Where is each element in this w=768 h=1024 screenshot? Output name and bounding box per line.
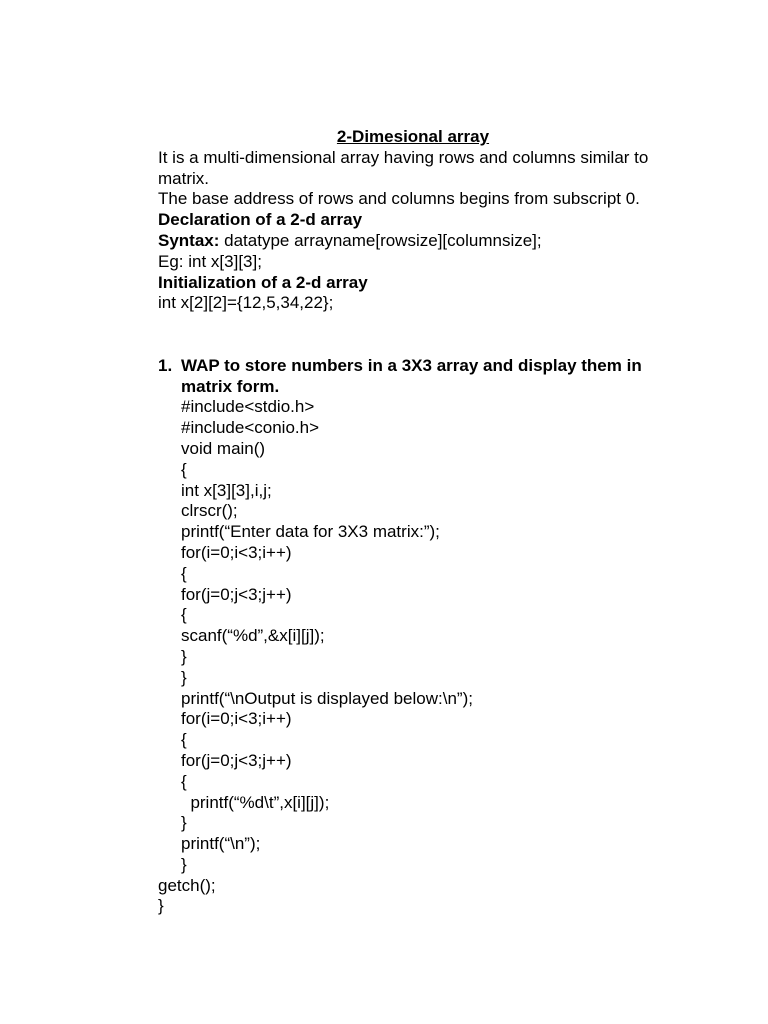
code-line-11: {	[181, 605, 187, 625]
code-line-1: #include<stdio.h>	[181, 397, 315, 417]
code-line-16: for(i=0;i<3;i++)	[181, 709, 292, 729]
code-line-7: printf(“Enter data for 3X3 matrix:”);	[181, 522, 440, 542]
code-line-5: int x[3][3],i,j;	[181, 480, 272, 500]
code-line-19: {	[181, 771, 187, 791]
intro-line-1: It is a multi-dimensional array having rows and columns similar to	[158, 147, 649, 167]
code-line-8: for(i=0;i<3;i++)	[181, 542, 292, 562]
task-block	[158, 356, 668, 918]
code-line-15: printf(“\nOutput is displayed below:\n”);	[181, 688, 473, 708]
code-line-14: }	[181, 667, 187, 687]
initialization-example: int x[2][2]={12,5,34,22};	[158, 293, 334, 313]
syntax-line	[158, 231, 668, 252]
section-spacer	[158, 314, 668, 356]
code-line-4: {	[181, 459, 187, 479]
code-line-12: scanf(“%d”,&x[i][j]);	[181, 626, 325, 646]
code-line-3: void main()	[181, 438, 266, 458]
code-line-6: clrscr();	[181, 501, 238, 521]
closing-line-2: }	[158, 896, 164, 916]
code-line-18: for(j=0;j<3;j++)	[181, 750, 292, 770]
code-line-13: }	[181, 646, 187, 666]
code-line-20: printf(“%d\t”,x[i][j]);	[181, 792, 330, 812]
code-line-21: }	[181, 813, 187, 833]
document-title: 2-Dimesional array	[336, 127, 490, 146]
document-content	[158, 127, 668, 917]
syntax-label: Syntax:	[158, 230, 220, 250]
code-line-10: for(j=0;j<3;j++)	[181, 584, 292, 604]
code-line-17: {	[181, 730, 187, 750]
code-line-22: printf(“\n”);	[181, 834, 261, 854]
example-line: Eg: int x[3][3];	[158, 251, 262, 271]
syntax-text: datatype arrayname[rowsize][columnsize];	[219, 230, 542, 250]
closing-line-1: getch();	[158, 875, 216, 895]
code-line-2: #include<conio.h>	[181, 418, 320, 438]
intro-line-2: matrix.	[158, 168, 209, 188]
intro-line-3: The base address of rows and columns begins from subscript 0.	[158, 189, 640, 209]
initialization-heading: Initialization of a 2-d array	[158, 272, 368, 292]
declaration-heading: Declaration of a 2-d array	[158, 210, 363, 230]
task-number: 1.	[158, 355, 173, 375]
code-line-23: }	[181, 854, 187, 874]
task-heading: WAP to store numbers in a 3X3 array and display them in matrix form.	[181, 355, 642, 396]
code-line-9: {	[181, 563, 187, 583]
